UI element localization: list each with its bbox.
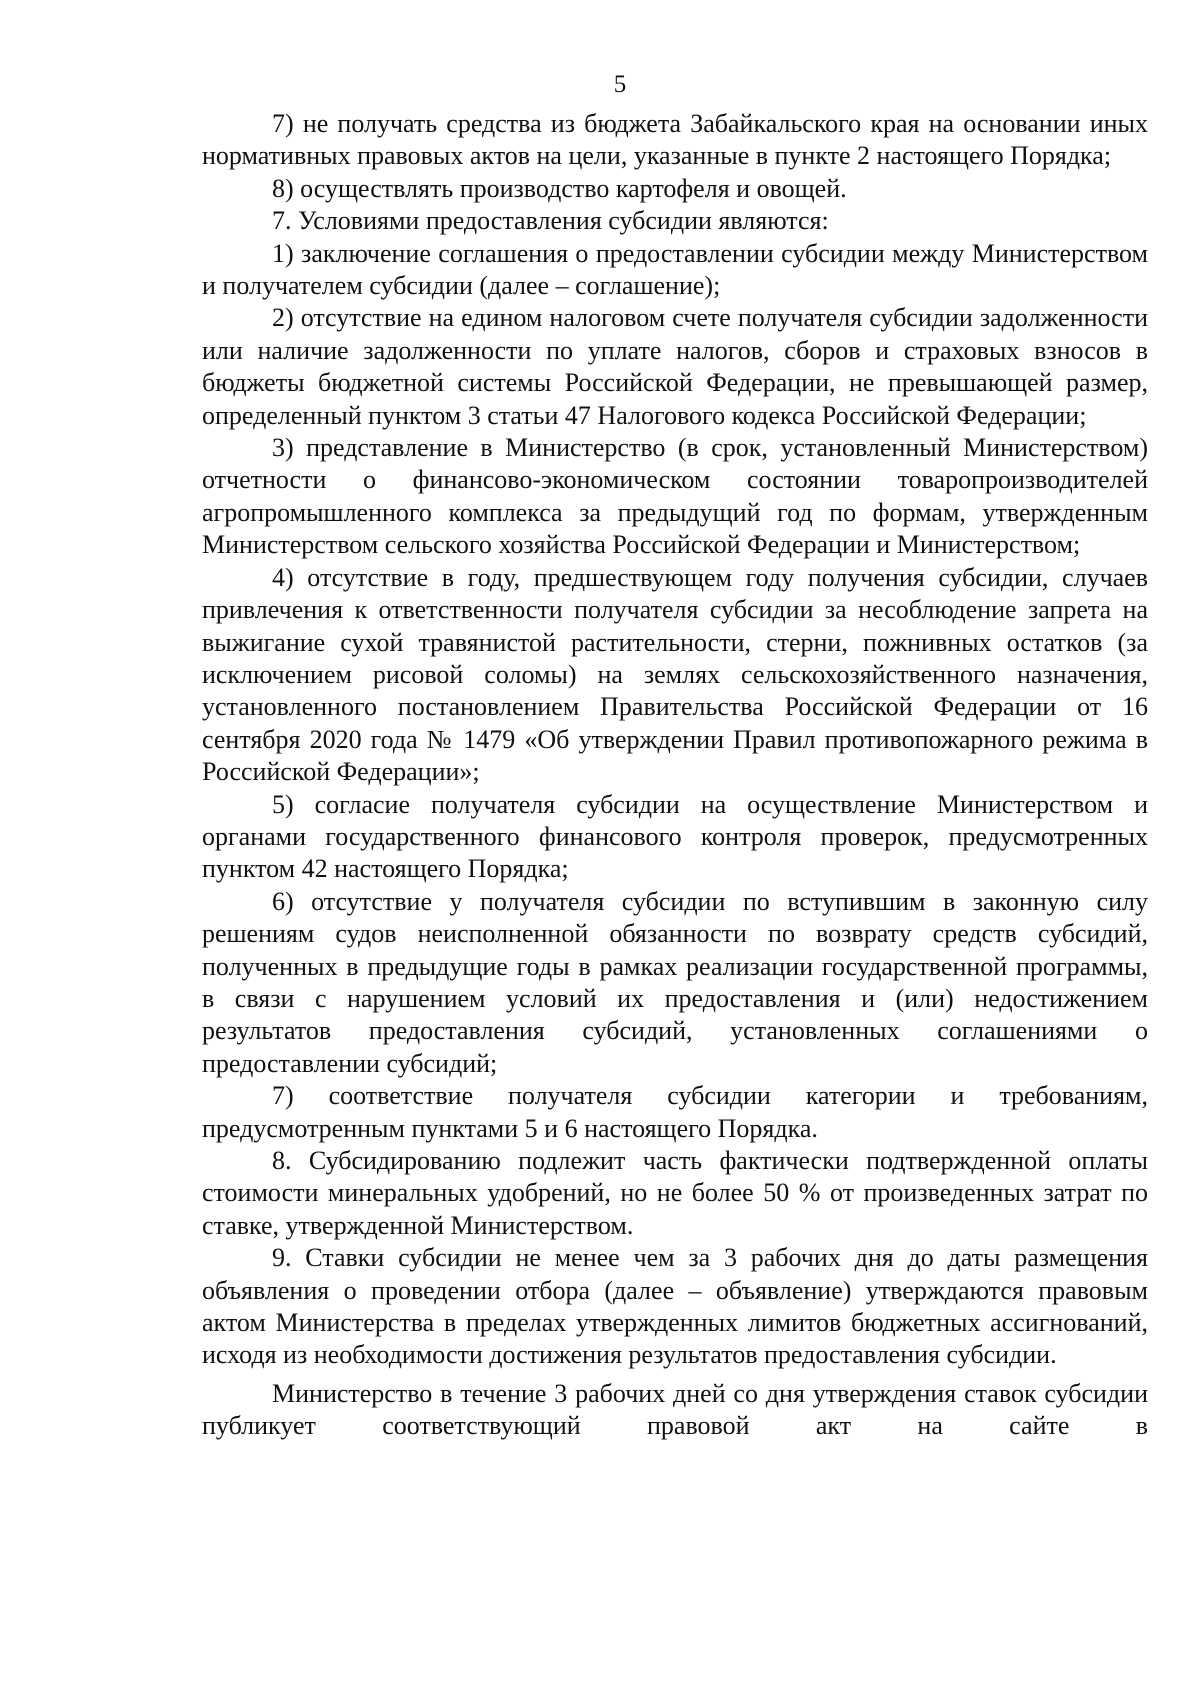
paragraph-6-condition-3: 3) представление в Министерство (в срок, установленный Министерством) отчетности о финансово-экономическом состоянии товаропроизводителей агропромышленного комплекса за предыдущий год по формам, утвержденным Министерством сельского хозяйства Российской Федерации и Министерством; bbox=[202, 433, 1148, 560]
document-body bbox=[202, 108, 1148, 1443]
paragraph-12-section-9: 9. Ставки субсидии не менее чем за 3 рабочих дня до даты размещения объявления о проведении отбора (далее – объявление) утверждаются правовым актом Министерства в пределах утвержденных лимитов бюджетных ассигнований, исходя из необходимости достижения результатов предоставления субсидии. bbox=[202, 1243, 1148, 1370]
paragraph-5-condition-2: 2) отсутствие на едином налоговом счете получателя субсидии задолженности или наличие задолженности по уплате налогов, сборов и страховых взносов в бюджеты бюджетной системы Российской Федерации, не превышающей размер, определенный пунктом 3 статьи 47 Налогового кодекса Российской Федерации; bbox=[202, 303, 1148, 430]
paragraph-4-condition-1: 1) заключение соглашения о предоставлении субсидии между Министерством и получателем субсидии (далее – соглашение); bbox=[202, 238, 1148, 301]
paragraph-8-condition-5: 5) согласие получателя субсидии на осуществление Министерством и органами государственного финансового контроля проверок, предусмотренных пунктом 42 настоящего Порядка; bbox=[202, 789, 1148, 884]
paragraph-3-section-7-heading: 7. Условиями предоставления субсидии являются: bbox=[272, 206, 829, 236]
paragraph-1-point-7-budget-funds: 7) не получать средства из бюджета Забайкальского края на основании иных нормативных правовых актов на цели, указанные в пункте 2 настоящего Порядка; bbox=[202, 109, 1148, 171]
paragraph-7-condition-4: 4) отсутствие в году, предшествующем году получения субсидии, случаев привлечения к ответственности получателя субсидии за несоблюдение запрета на выжигание сухой травянистой растительности, стерни, пожнивных остатков (за исключением рисовой соломы) на землях сельскохозяйственного назначения, установленного постановлением Правительства Российской Федерации от 16 сентября 2020 года № 1479 «Об утверждении Правил противопожарного режима в Российской Федерации»; bbox=[202, 562, 1148, 787]
paragraph-11-section-8: 8. Субсидированию подлежит часть фактически подтвержденной оплаты стоимости минеральных удобрений, но не более 50 % от произведенных затрат по ставке, утвержденной Министерством. bbox=[202, 1146, 1148, 1240]
paragraph-2-point-8-production: 8) осуществлять производство картофеля и овощей. bbox=[272, 173, 847, 203]
paragraph-10-condition-7: 7) соответствие получателя субсидии категории и требованиям, предусмотренным пунктами 5 и 6 настоящего Порядка. bbox=[202, 1081, 1148, 1143]
page-number: 5 bbox=[613, 71, 627, 98]
paragraph-9-condition-6: 6) отсутствие у получателя субсидии по вступившим в законную силу решениям судов неисполненной обязанности по возврату средств субсидий, полученных в предыдущие годы в рамках реализации государственной программы, в связи с нарушением условий их предоставления и (или) недостижением результатов предоставления субсидий, установленных соглашениями о предоставлении субсидий; bbox=[202, 886, 1148, 1078]
paragraph-13-publication: Министерство в течение 3 рабочих дней со дня утверждения ставок субсидии публикует соответствующий правовой акт на сайте в bbox=[202, 1378, 1148, 1441]
